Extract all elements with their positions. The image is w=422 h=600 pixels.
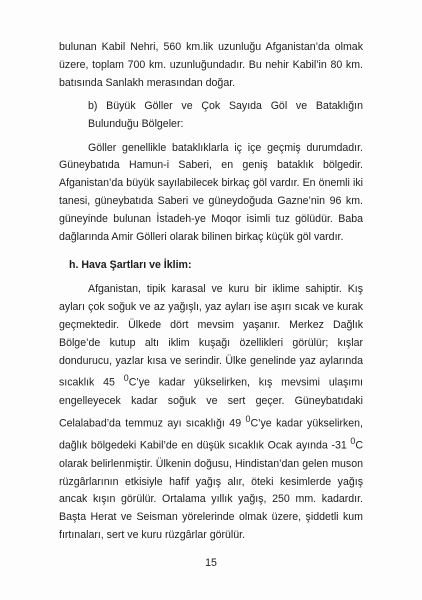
paragraph-kabil-river: bulunan Kabil Nehri, 560 km.lik uzunluğu Afganistan’da olmak üzere, toplam 700 km. uzunluğundadır. Bu nehir Kabil’in 80 km. batısında Sanlakh merasından doğar. <box>59 41 363 89</box>
climate-text-3: C’ye kadar yükselirken, dağlık bölgedeki Kabil’de en düşük sıcaklık Ocak ayında -31 <box>59 417 363 452</box>
degree-superscript: 0 <box>350 436 356 447</box>
body-text <box>59 39 363 545</box>
section-h-heading: h. Hava Şartları ve İklim: <box>69 258 192 271</box>
climate-text-2: C’ye kadar yükselirken, kış mevsimi ulaşımı engelleyecek kadar soğuk ve sert geçer. Güneybatıdaki Celalabad’da temmuz ayı sıcaklığı 49 <box>59 376 363 430</box>
climate-text-4: C olarak belirlenmiştir. Ülkenin doğusu, Hindistan’dan gelen muson rüzgârlarının etkisiyle hafif yağış alır, öteki kesimlerde yağış ancak kışın görülür. Ortalama yıllık yağış, 250 mm. kadardır. Başta Herat ve Seisman yörelerinde olmak üzere, şiddetli kum fırtınaları, sert ve kuru rüzgârlar görülür. <box>59 439 363 542</box>
climate-text-1: Afganistan, tipik karasal ve kuru bir iklime sahiptir. Kış ayları çok soğuk ve az yağışlı, yaz ayları ise aşırı sıcak ve kurak geçmektedir. Ülkede dört mevsim yaşanır. Merkez Dağlık Bölge’de kutup altı iklim kuşağı özellikleri görülür; kışlar dondurucu, yazlar kısa ve serindir. Ülke genelinde yaz aylarında sıcaklık 45 <box>59 282 363 389</box>
degree-superscript: 0 <box>245 413 251 424</box>
section-b-subheading: b) Büyük Göller ve Çok Sayıda Göl ve Bataklığın Bulunduğu Bölgeler: <box>88 99 363 130</box>
degree-superscript: 0 <box>123 373 129 384</box>
page-number: 15 <box>205 557 217 569</box>
paragraph-lakes: Göller genellikle bataklıklarla iç içe geçmiş durumdadır. Güneybatıda Hamun-i Saberi, en geniş bataklık bölgedir. Afganistan’da büyük sayılabilecek birkaç göl vardır. En önemli iki tanesi, güneybatıda Saberi ve güneydoğuda Gazne’nin 96 km. güneyinde bulunan İstadeh-ye Moqor isimli tuz gölüdür. Baba dağlarında Amir Gölleri olarak bilinen birkaç küçük göl vardır. <box>59 141 363 244</box>
paragraph-climate <box>59 281 363 545</box>
